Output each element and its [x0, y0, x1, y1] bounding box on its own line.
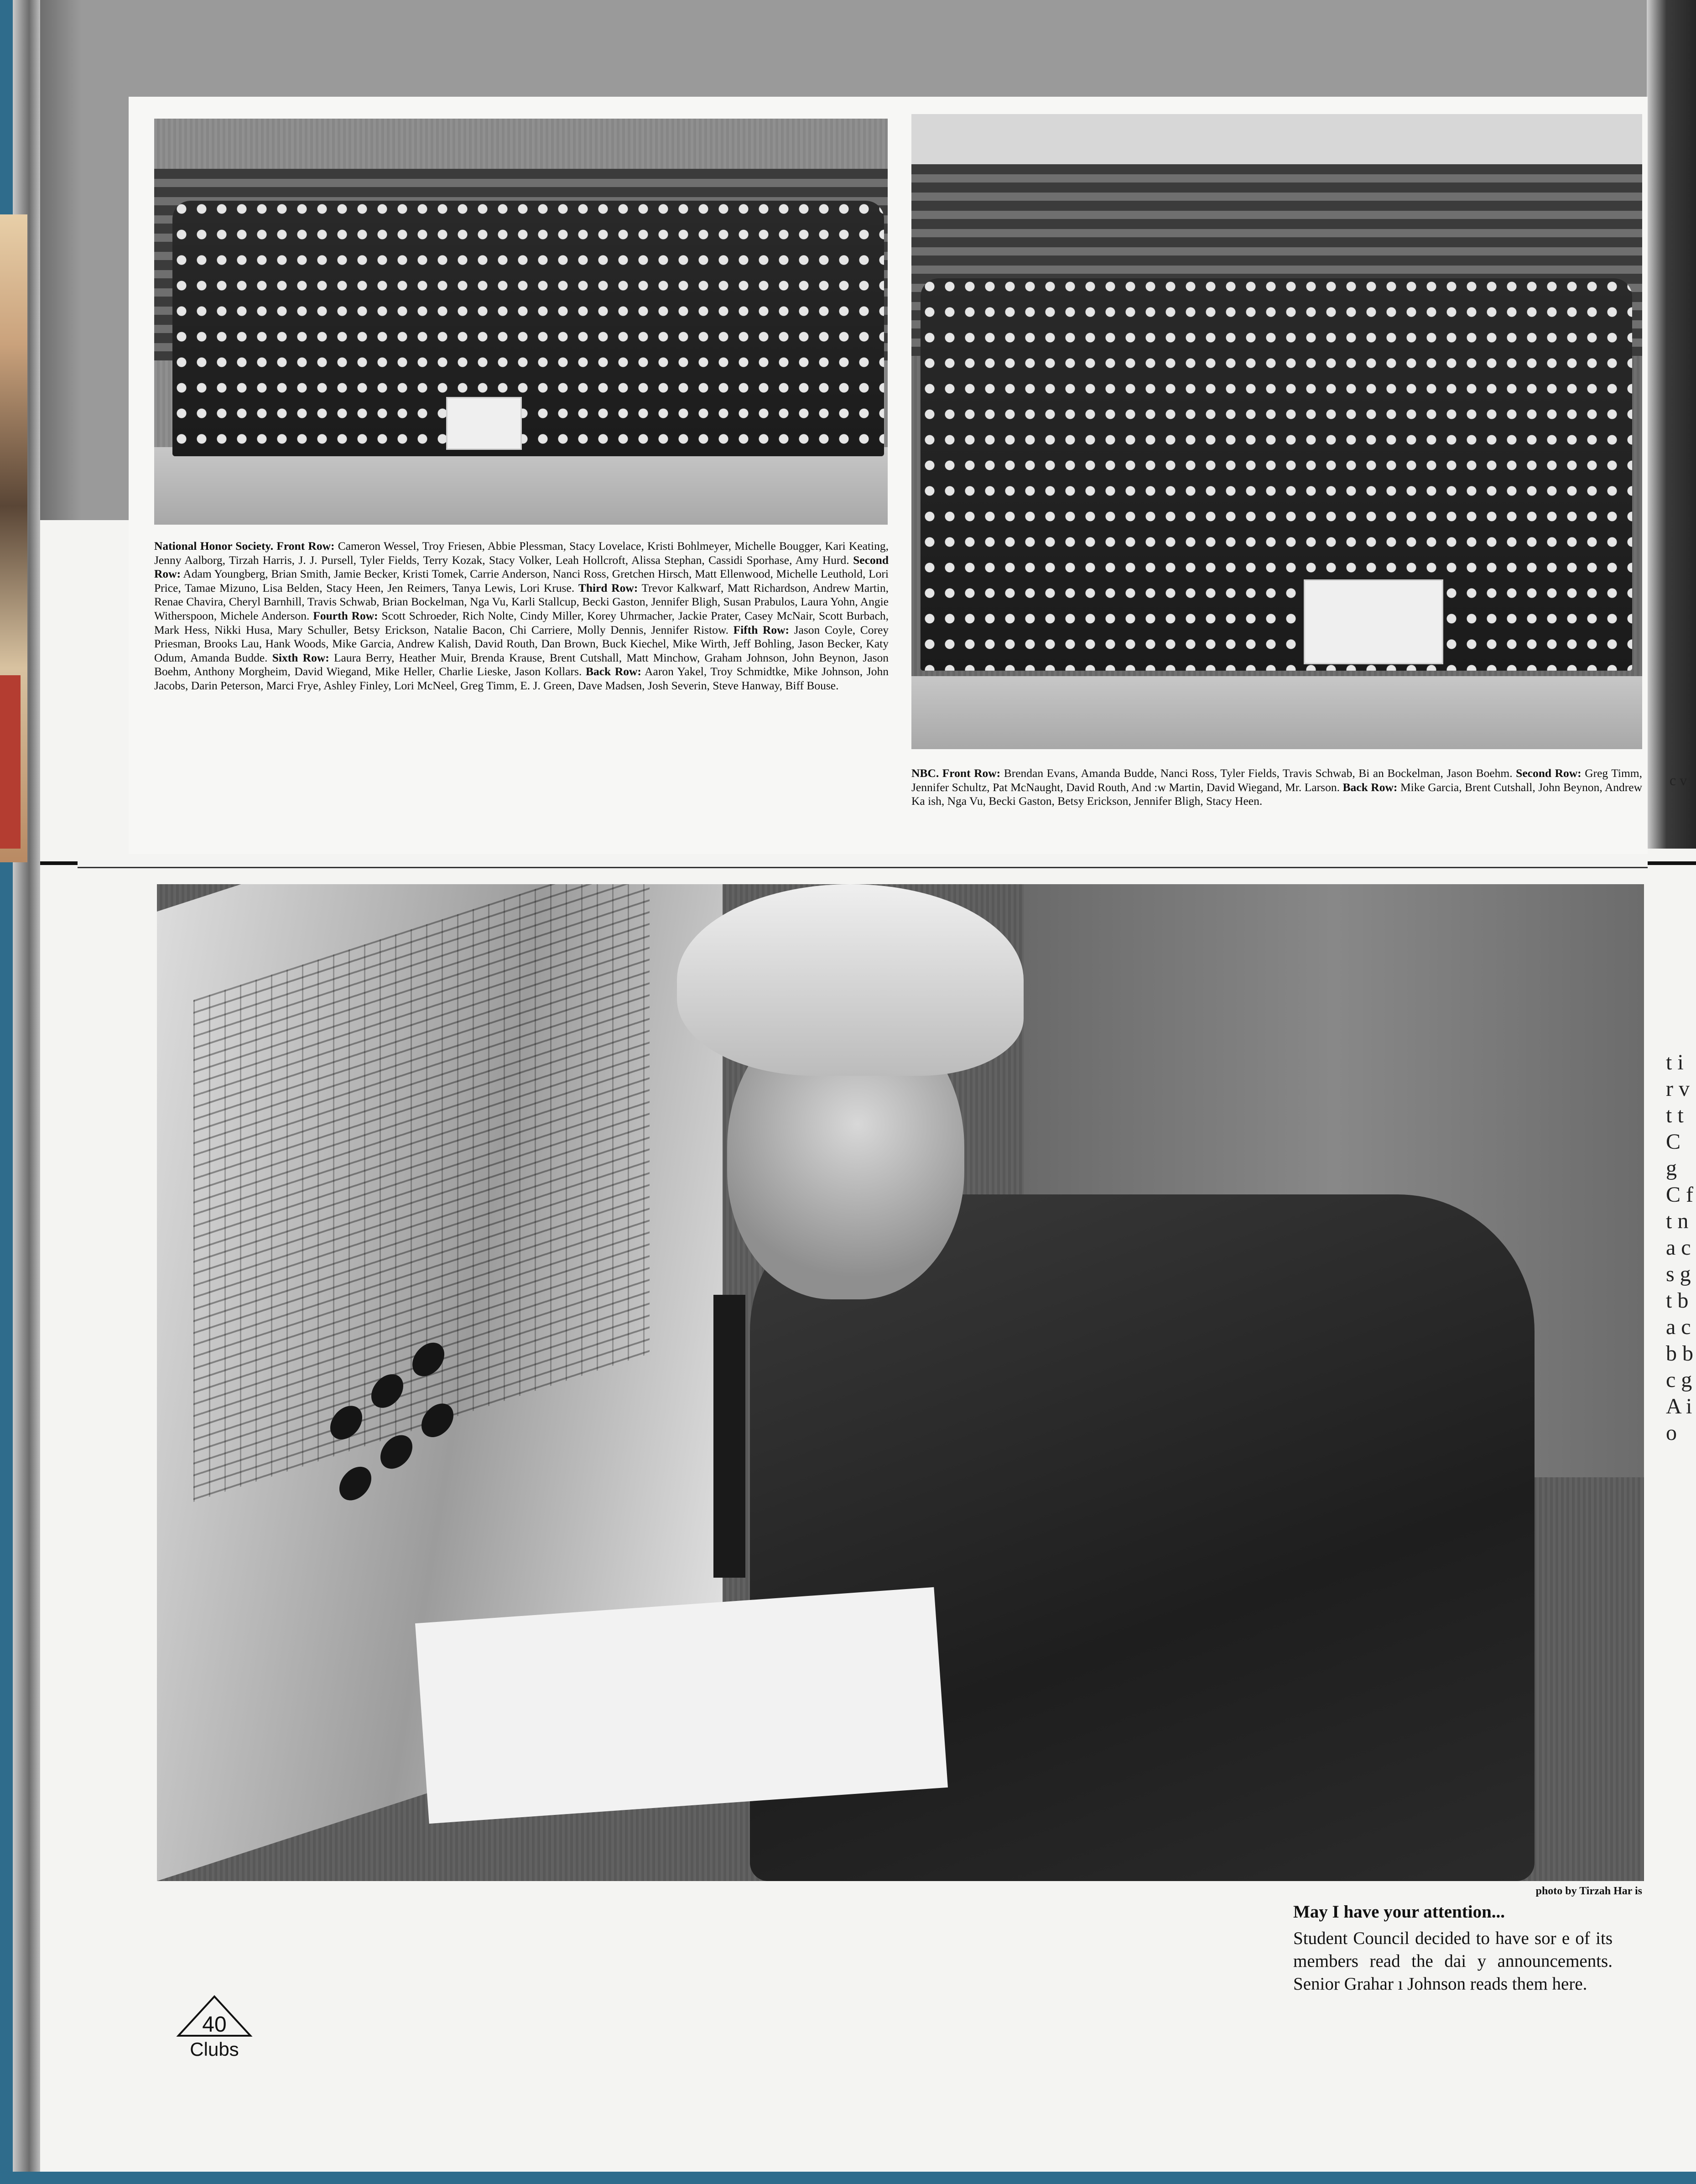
- nhs-placard: [446, 397, 522, 450]
- main-caption-title: May I have your attention...: [1293, 1902, 1505, 1922]
- nhs-caption: National Honor Society. Front Row: Cameron Wessel, Troy Friesen, Abbie Plessman, Stacy Lovelace, Kristi Bohlmeyer, Michelle Bougger, Kari Keating, Jenny Aalborg, Tirzah Harris, J. J. Pursell, Tyler Fields, Terry Kozak, Stacy Volker, Leah Hollcroft, Alissa Stephan, Cassidi Sporhase, Amy Hurd. Second Row: Adam Youngberg, Brian Smith, Jamie Becker, Kristi Tomek, Carrie Anderson, Nanci Ross, Gretchen Hirsch, Matt Ellenwood, Michelle Leuthold, Lori Price, Tamae Mizuno, Lisa Belden, Stacy Heen, Jen Reimers, Tanya Lewis, Lori Kruse. Third Row: Trevor Kalkwarf, Matt Richardson, Andrew Martin, Renae Chavira, Cheryl Barnhill, Travis Schwab, Brian Bockelman, Nga Vu, Karli Stallcup, Becki Gaston, Jennifer Bligh, Susan Prabulos, Laura Yohn, Angie Witherspoon, Michele Anderson. Fourth Row: Scott Schroeder, Rich Nolte, Cindy Miller, Korey Uhrmacher, Jackie Prater, Casey McNair, Scott Burbach, Mark Hess, Nikki Husa, Mary Schuller, Betsy Erickson, Natalie Bacon, Chi Carriere, Molly Dennis, Jennifer Ristow. Fifth Row: Jason Coyle, Corey Priesman, Brooks Lau, Hank Woods, Mike Garcia, Andrew Kalish, David Routh, Dan Brown, Buck Kiechel, Mike Wirth, Jeff Bohling, Jason Becker, Katy Odum, Amanda Budde. Sixth Row: Laura Berry, Heather Muir, Brenda Krause, Brent Cutshall, Matt Minchow, Graham Johnson, John Beynon, Jason Boehm, Anthony Morgheim, David Wiegand, Mike Heller, Charlie Lieske, Jason Kollars. Back Row: Aaron Yakel, Troy Schmidtke, Mike Johnson, John Jacobs, Darin Peterson, Marci Frye, Ashley Finley, Lori McNeel, Greg Timm, E. J. Green, Dave Madsen, Josh Severin, Steve Hanway, Biff Bouse.: [154, 539, 889, 692]
- nbc-placard: [1304, 579, 1443, 664]
- rule-left: [40, 861, 78, 865]
- cut-off-text-top: c v: [1670, 772, 1687, 788]
- cut-off-text-column: t i r v t t C g C f t n a c s g t b a c b b c g A i o: [1666, 1050, 1693, 1445]
- section-divider: [78, 867, 1648, 868]
- nbc-caption-title: NBC.: [911, 766, 939, 780]
- nhs-group-photo: [154, 119, 888, 525]
- adjacent-page-red-strip: [0, 675, 21, 849]
- right-page-edge: [1647, 0, 1696, 849]
- announcement-papers: [415, 1587, 948, 1824]
- main-caption-body: Student Council decided to have sor e of its members read the dai y announcements. Senior Grahar ı Johnson reads them here.: [1293, 1929, 1613, 1994]
- microphone-stand: [713, 1295, 745, 1578]
- page-number: 40: [202, 2012, 227, 2037]
- bottom-edge: [0, 2172, 1696, 2184]
- page-folio: [176, 1994, 253, 2058]
- nbc-crowd: [921, 278, 1632, 671]
- photo-credit: photo by Tirzah Har is: [1535, 1885, 1642, 1897]
- announcer-photo: [157, 884, 1644, 1881]
- nbc-group-photo: [911, 114, 1642, 749]
- nhs-caption-title: National Honor Society.: [154, 539, 274, 553]
- student-hair: [677, 884, 1024, 1076]
- rule-right: [1648, 861, 1696, 865]
- nbc-caption: NBC. Front Row: Brendan Evans, Amanda Budde, Nanci Ross, Tyler Fields, Travis Schwab, Bi an Bockelman, Jason Boehm. Second Row: Greg Timm, Jennifer Schultz, Pat McNaught, David Routh, And :w Martin, David Wiegand, Mr. Larson. Back Row: Mike Garcia, Brent Cutshall, John Beynon, Andrew Ka ish, Nga Vu, Becki Gaston, Betsy Erickson, Jennifer Bligh, Stacy Heen.: [911, 766, 1643, 808]
- section-label: Clubs: [190, 2038, 239, 2060]
- nhs-crowd: [172, 201, 884, 456]
